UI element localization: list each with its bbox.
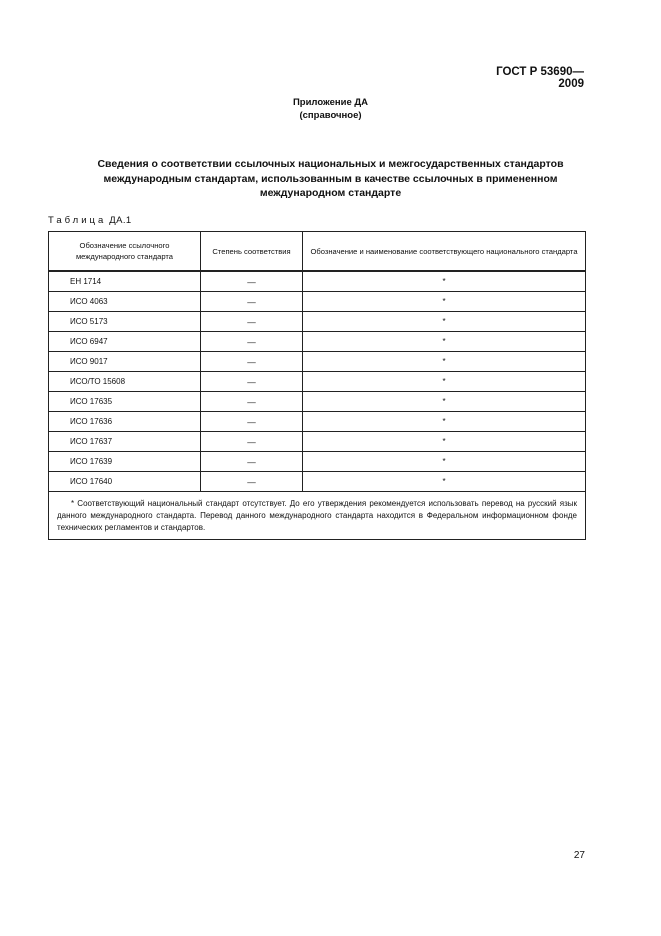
table-label (48, 215, 132, 226)
cell-national-standard: * (303, 412, 586, 432)
table-row (49, 271, 586, 292)
cell-national-standard: * (303, 472, 586, 492)
appendix-subtitle: (справочное) (299, 110, 362, 121)
cell-international-standard: ИСО 6947 (49, 332, 201, 352)
appendix-title: Приложение ДА (292, 97, 369, 108)
cell-degree-of-conformity: — (201, 372, 303, 392)
cell-degree-of-conformity: — (201, 472, 303, 492)
cell-degree-of-conformity: — (201, 392, 303, 412)
cell-national-standard: * (303, 432, 586, 452)
table-row (49, 372, 586, 392)
reference-table (48, 231, 586, 540)
cell-degree-of-conformity: — (201, 412, 303, 432)
cell-national-standard: * (303, 292, 586, 312)
section-title-line: Сведения о соответствии ссылочных национальных и межгосударственных стандартов (97, 158, 564, 170)
cell-international-standard: ИСО/ТО 15608 (49, 372, 201, 392)
table-row (49, 452, 586, 472)
cell-degree-of-conformity: — (201, 432, 303, 452)
cell-international-standard: ИСО 4063 (49, 292, 201, 312)
cell-national-standard: * (303, 312, 586, 332)
cell-national-standard: * (303, 392, 586, 412)
table-row (49, 472, 586, 492)
table-footnote-row (49, 492, 586, 540)
cell-national-standard: * (303, 332, 586, 352)
cell-international-standard: ИСО 5173 (49, 312, 201, 332)
section-title (48, 157, 613, 201)
cell-national-standard: * (303, 452, 586, 472)
cell-degree-of-conformity: — (201, 332, 303, 352)
table-header-row (49, 232, 586, 272)
cell-international-standard: ИСО 17635 (49, 392, 201, 412)
cell-international-standard: ИСО 17639 (49, 452, 201, 472)
table-row (49, 432, 586, 452)
table-row (49, 312, 586, 332)
page-number: 27 (573, 850, 585, 861)
table-row (49, 352, 586, 372)
header-international-standard: Обозначение ссылочного международного стандарта (49, 232, 201, 272)
header-national-standard: Обозначение и наименование соответствующего национального стандарта (303, 232, 586, 272)
table-label-number: ДА.1 (109, 215, 132, 226)
document-code: ГОСТ Р 53690—2009 (496, 66, 584, 90)
table-row (49, 332, 586, 352)
section-title-line: международным стандартам, использованным в качестве ссылочных в примененном (103, 172, 558, 185)
table-row (49, 392, 586, 412)
table-label-word: Таблица (48, 215, 107, 226)
table-row (49, 412, 586, 432)
cell-national-standard: * (303, 352, 586, 372)
cell-national-standard: * (303, 271, 586, 292)
appendix-heading (0, 96, 661, 122)
table-body (49, 271, 586, 492)
cell-international-standard: ИСО 9017 (49, 352, 201, 372)
table-footnote: * Соответствующий национальный стандарт отсутствует. До его утверждения рекомендуется использовать перевод на русский язык данного международного стандарта. Перевод данного международного стандарта находится в Федеральном информационном фонде технических регламентов и стандартов. (49, 492, 586, 540)
cell-degree-of-conformity: — (201, 352, 303, 372)
cell-international-standard: ЕН 1714 (49, 271, 201, 292)
cell-degree-of-conformity: — (201, 292, 303, 312)
cell-national-standard: * (303, 372, 586, 392)
cell-international-standard: ИСО 17636 (49, 412, 201, 432)
table-row (49, 292, 586, 312)
cell-degree-of-conformity: — (201, 271, 303, 292)
cell-international-standard: ИСО 17640 (49, 472, 201, 492)
cell-international-standard: ИСО 17637 (49, 432, 201, 452)
section-title-line: международном стандарте (259, 187, 402, 199)
cell-degree-of-conformity: — (201, 312, 303, 332)
cell-degree-of-conformity: — (201, 452, 303, 472)
header-degree-of-conformity: Степень соответствия (201, 232, 303, 272)
